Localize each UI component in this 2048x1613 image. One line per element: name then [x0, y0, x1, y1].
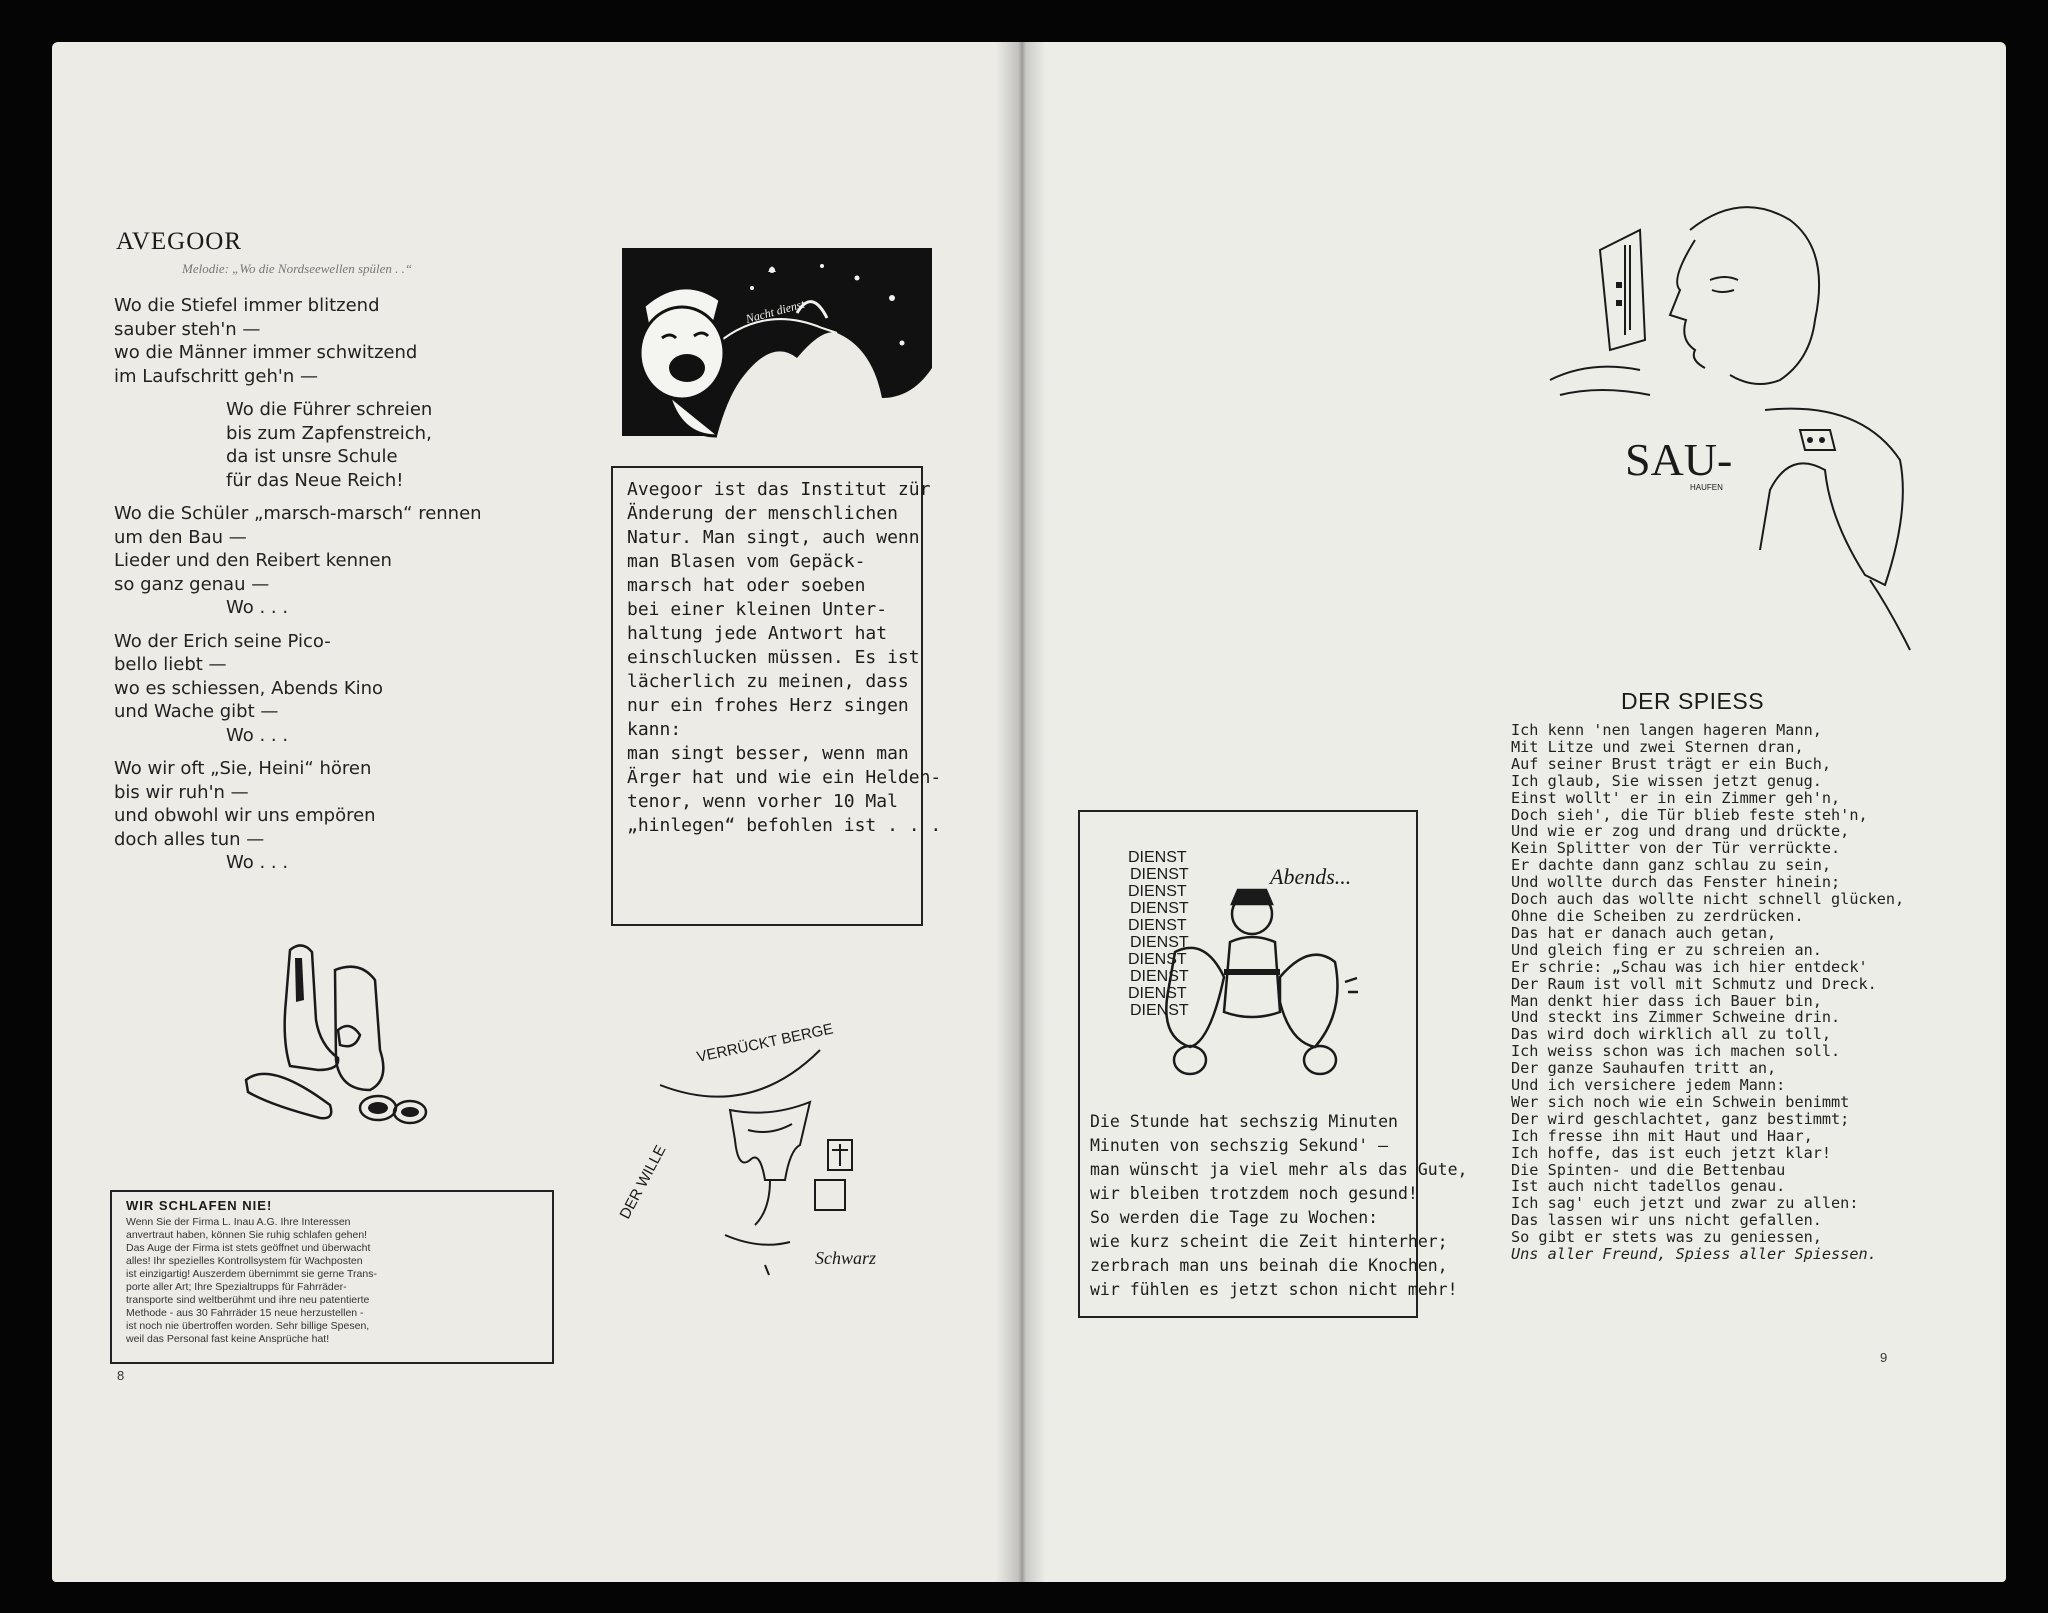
- poem-line: Wo die Führer schreien: [226, 399, 433, 420]
- refrain: Wo . . .: [226, 852, 289, 873]
- dienst-word: DIENST: [1128, 917, 1187, 934]
- poem-line: Wo die Stiefel immer blitzend: [114, 295, 380, 316]
- box-line: Die Stunde hat sechszig Minuten: [1090, 1112, 1398, 1131]
- poem-line: Ich weiss schon was ich machen soll.: [1511, 1042, 1841, 1061]
- box-line: lächerlich zu meinen, dass: [627, 671, 909, 692]
- abends-box: [1078, 810, 1468, 1318]
- poem-line: Das wird doch wirklich all zu toll,: [1511, 1025, 1832, 1044]
- box-line: Ärger hat und wie ein Helden-: [627, 767, 942, 788]
- poem-line: Man denkt hier dass ich Bauer bin,: [1511, 991, 1822, 1010]
- poem-line: bello liebt —: [114, 654, 227, 675]
- poem-line: Ohne die Scheiben zu zerdrücken.: [1511, 906, 1804, 925]
- ad-line: weil das Personal fast keine Ansprüche hat!: [126, 1333, 330, 1345]
- cartoon-caption: Nacht dienst: [744, 296, 807, 326]
- poem-line: Ich hoffe, das ist euch jetzt klar!: [1511, 1143, 1832, 1162]
- book-gutter: [996, 42, 1046, 1582]
- box-line: einschlucken müssen. Es ist: [627, 647, 920, 668]
- page-number-left: 8: [117, 1368, 125, 1383]
- poem-line: Doch auch das wollte nicht schnell glücken,: [1511, 890, 1905, 909]
- poem-line: Und ich versichere jedem Mann:: [1511, 1076, 1786, 1095]
- poem-line: Ich kenn 'nen langen hageren Mann,: [1511, 721, 1822, 739]
- ad-line: anvertraut haben, können Sie ruhig schlafen gehen!: [126, 1229, 368, 1241]
- avegoor-text-box: [611, 466, 942, 926]
- poem-line: Doch sieh', die Tür blieb feste steh'n,: [1511, 805, 1868, 824]
- box-line: Änderung der menschlichen: [627, 503, 898, 524]
- poem-line: Ich sag' euch jetzt und zwar zu allen:: [1511, 1194, 1859, 1213]
- ad-line: Das Auge der Firma ist stets geöffnet und überwacht: [126, 1242, 371, 1254]
- box-line: So werden die Tage zu Wochen:: [1090, 1208, 1379, 1227]
- poem-line: wo die Männer immer schwitzend: [114, 342, 418, 363]
- poem-line: Und steckt ins Zimmer Schweine drin.: [1511, 1008, 1841, 1027]
- box-line: zerbrach man uns beinah die Knochen,: [1090, 1256, 1448, 1275]
- box-line: man wünscht ja viel mehr als das Gute,: [1090, 1160, 1468, 1179]
- laundry-caption-left: DER WILLE: [616, 1142, 670, 1222]
- poem-line: Der ganze Sauhaufen tritt an,: [1511, 1059, 1777, 1078]
- portrait-caption-small: HAUFEN: [1690, 483, 1723, 492]
- box-line: wir fühlen es jetzt schon nicht mehr!: [1090, 1280, 1458, 1299]
- ad-line: Methode - aus 30 Fahrräder 15 neue herzustellen -: [126, 1307, 364, 1319]
- night-soldier-cartoon: [622, 248, 932, 436]
- poem-line: wo es schiessen, Abends Kino: [114, 677, 384, 699]
- poem-line: da ist unsre Schule: [226, 446, 398, 467]
- dienst-word: DIENST: [1130, 900, 1189, 917]
- refrain: Wo . . .: [226, 597, 289, 618]
- poem-line: Die Spinten- und die Bettenbau: [1511, 1160, 1786, 1179]
- poem-line: Und wollte durch das Fenster hinein;: [1511, 873, 1841, 892]
- dienst-word: DIENST: [1130, 866, 1189, 883]
- stanza-1: [114, 294, 554, 388]
- poem-title: AVEGOOR: [116, 228, 242, 255]
- poem-line: Wo die Schüler „marsch-marsch“ rennen: [114, 503, 482, 524]
- dienst-cartoon: [1120, 842, 1400, 1102]
- laundry-caption-top: VERRÜCKT BERGE: [695, 1020, 835, 1066]
- refrain: Wo . . .: [226, 724, 289, 746]
- poem-line: Lieder und den Reibert kennen: [114, 550, 392, 571]
- poem-line: Wo wir oft „Sie, Heini“ hören: [114, 758, 372, 779]
- poem-line: Und wie er zog und drang und drückte,: [1511, 822, 1850, 841]
- stanza-5: [114, 757, 554, 875]
- poem-line: Das hat er danach auch getan,: [1511, 923, 1777, 942]
- poem-line: um den Bau —: [114, 526, 247, 548]
- page-number-right: 9: [1880, 1350, 1888, 1365]
- dienst-word: DIENST: [1130, 1002, 1189, 1019]
- poem-line: Wo der Erich seine Pico-: [114, 630, 331, 652]
- poem-line: bis wir ruh'n —: [114, 781, 249, 803]
- poem-line: Der wird geschlachtet, ganz bestimmt;: [1511, 1109, 1850, 1128]
- poem-line: für das Neue Reich!: [226, 469, 404, 491]
- dienst-word: DIENST: [1128, 883, 1187, 900]
- poem-line: so ganz genau —: [114, 573, 270, 595]
- dienst-word: DIENST: [1130, 934, 1189, 951]
- box-line: bei einer kleinen Unter-: [627, 599, 888, 620]
- poem-line: Mit Litze und zwei Sternen dran,: [1511, 737, 1804, 756]
- portrait-caption: SAU-: [1625, 434, 1733, 485]
- poem-line: Uns aller Freund, Spiess aller Spiessen.: [1511, 1245, 1877, 1264]
- poem-line: und Wache gibt —: [114, 701, 279, 722]
- poem-line: bis zum Zapfenstreich,: [226, 422, 432, 444]
- poem-line: Er schrie: „Schau was ich hier entdeck': [1511, 957, 1868, 976]
- dienst-word: DIENST: [1128, 849, 1187, 866]
- avegoor-poem: [114, 294, 554, 885]
- ad-line: transporte sind weltberühmt und ihre neu patentierte: [126, 1294, 370, 1306]
- dienst-word: DIENST: [1128, 951, 1187, 968]
- poem-line: Und gleich fing er zu schreien an.: [1511, 940, 1822, 959]
- ad-line: Wenn Sie der Firma L. Inau A.G. Ihre Interessen: [126, 1216, 351, 1228]
- boots-sketch: [240, 940, 440, 1140]
- box-line: „hinlegen“ befohlen ist . . .: [627, 815, 942, 836]
- poem-line: Das lassen wir uns nicht gefallen.: [1511, 1211, 1822, 1230]
- box-line: Avegoor ist das Institut zür: [627, 479, 931, 500]
- dienst-word: DIENST: [1128, 985, 1187, 1002]
- ad-line: porte aller Art; Ihre Spezialtrupps für Fahrräder-: [126, 1281, 347, 1293]
- poem-line: Er dachte dann ganz schlau zu sein,: [1511, 856, 1832, 875]
- poem-line: Auf seiner Brust trägt er ein Buch,: [1511, 754, 1832, 773]
- poem-line: Ich fresse ihn mit Haut und Haar,: [1511, 1126, 1813, 1145]
- spiess-poem: [1511, 722, 1904, 1263]
- signature: Schwarz: [815, 1248, 877, 1268]
- portrait-sketch: [1530, 190, 1930, 660]
- box-line: marsch hat oder soeben: [627, 575, 866, 596]
- ad-title: WIR SCHLAFEN NIE!: [126, 1198, 273, 1213]
- stanza-2: [114, 398, 554, 492]
- poem-line: Kein Splitter von der Tür verrückte.: [1511, 839, 1841, 858]
- ad-body: [126, 1216, 377, 1346]
- advertisement-box: [110, 1190, 554, 1364]
- box-line: Natur. Man singt, auch wenn: [627, 527, 920, 548]
- poem-line: und obwohl wir uns empören: [114, 805, 376, 826]
- dienst-word: DIENST: [1130, 968, 1189, 985]
- melody-note: Melodie: „Wo die Nordseewellen spülen . .“: [182, 261, 413, 276]
- poem-line: Einst wollt' er in ein Zimmer geh'n,: [1511, 788, 1841, 807]
- box-line: tenor, wenn vorher 10 Mal: [627, 791, 898, 812]
- poem-line: Wer sich noch wie ein Schwein benimmt: [1511, 1092, 1850, 1111]
- poem-line: Ist auch nicht tadellos genau.: [1511, 1177, 1786, 1196]
- poem-line: doch alles tun —: [114, 828, 265, 850]
- poem-line: sauber steh'n —: [114, 318, 261, 340]
- poem-line: im Laufschritt geh'n —: [114, 365, 318, 387]
- laundry-line-sketch: [616, 1010, 900, 1310]
- stanza-4: [114, 630, 554, 748]
- box-line: wir bleiben trotzdem noch gesund!: [1090, 1184, 1418, 1203]
- ad-line: ist einzigartig! Auszerdem übernimmt sie gerne Trans-: [126, 1268, 377, 1280]
- box-line: nur ein frohes Herz singen: [627, 695, 909, 716]
- box-line: Minuten von sechszig Sekund' —: [1090, 1136, 1389, 1155]
- poem-line: So gibt er stets was zu geniessen,: [1511, 1228, 1822, 1247]
- stanza-3: [114, 502, 554, 620]
- avegoor-box-text: [627, 478, 941, 838]
- box-line: man singt besser, wenn man: [627, 743, 909, 764]
- poem-line: Der Raum ist voll mit Schmutz und Dreck.: [1511, 974, 1877, 993]
- ad-line: alles! Ihr spezielles Kontrollsystem für Wachposten: [126, 1255, 363, 1267]
- box-line: kann:: [627, 719, 682, 740]
- box-line: wie kurz scheint die Zeit hinterher;: [1090, 1232, 1448, 1251]
- box-line: man Blasen vom Gepäck-: [627, 551, 866, 572]
- abends-box-text: [1090, 1110, 1468, 1302]
- ad-line: ist noch nie übertroffen worden. Sehr billige Spesen,: [126, 1320, 370, 1332]
- box-line: haltung jede Antwort hat: [627, 623, 888, 644]
- spiess-title: DER SPIESS: [1621, 688, 1765, 714]
- abends-header: Abends...: [1270, 864, 1352, 889]
- poem-line: Ich glaub, Sie wissen jetzt genug.: [1511, 771, 1822, 790]
